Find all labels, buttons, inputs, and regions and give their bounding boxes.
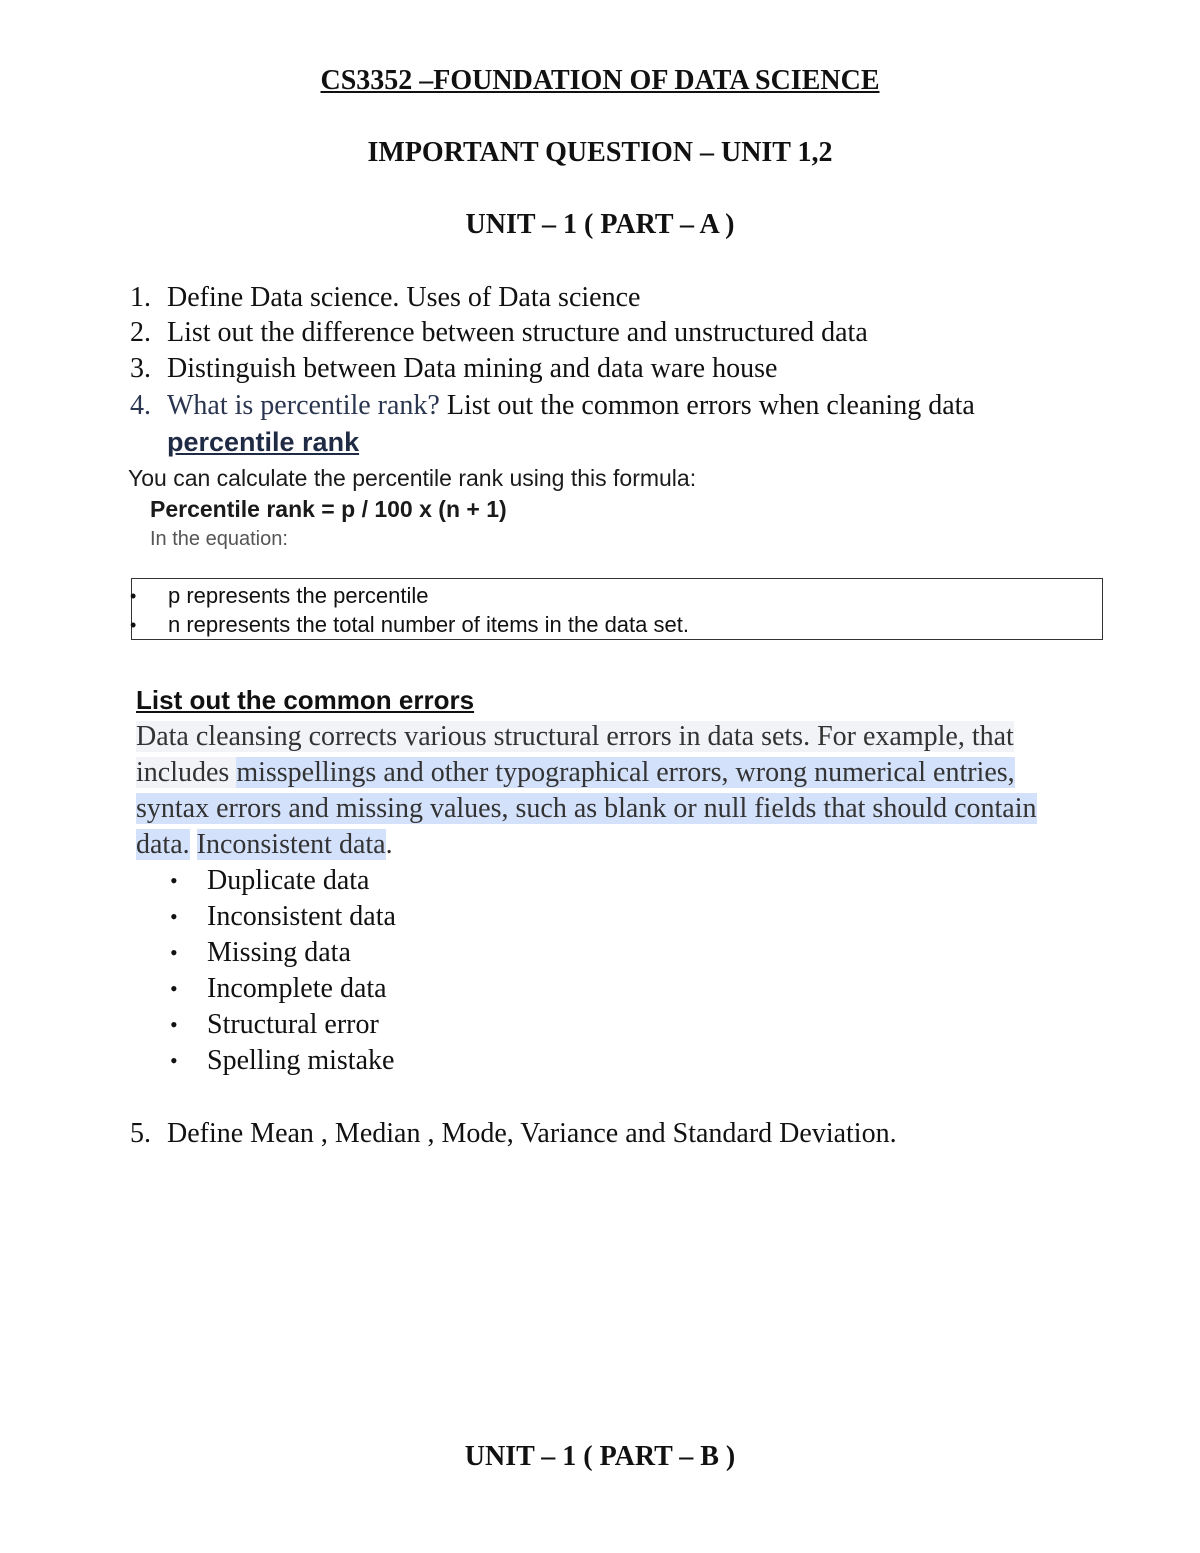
question-text-part-a: What is percentile rank?	[167, 390, 447, 421]
question-5	[130, 1117, 897, 1151]
bullet-icon: •	[130, 615, 137, 635]
bullet-icon: •	[170, 868, 178, 893]
question-number: 1.	[130, 282, 151, 313]
bullet-icon: •	[170, 976, 178, 1001]
list-item-text: Spelling mistake	[207, 1045, 395, 1076]
paragraph-text: Data cleansing corrects various structural errors in data sets. For example, that includes	[136, 721, 1014, 788]
question-text-part-b: List out the common errors when cleaning data	[446, 390, 975, 421]
list-item-text: Missing data	[207, 937, 351, 968]
question-2	[130, 316, 868, 350]
percentile-formula: Percentile rank = p / 100 x (n + 1)	[150, 496, 507, 522]
list-item-text: Duplicate data	[207, 865, 370, 896]
common-errors-heading: List out the common errors	[136, 685, 475, 715]
bullet-icon: •	[170, 940, 178, 965]
definition-text: n represents the total number of items in the data set.	[168, 612, 689, 637]
formula-intro: You can calculate the percentile rank using this formula:	[128, 465, 697, 491]
bullet-icon: •	[130, 586, 137, 606]
paragraph-space	[190, 829, 197, 860]
question-4	[130, 389, 975, 423]
document-subtitle: IMPORTANT QUESTION – UNIT 1,2	[367, 137, 833, 168]
bullet-icon: •	[170, 1048, 178, 1073]
question-text: Distinguish between Data mining and data ware house	[167, 353, 778, 384]
data-cleansing-paragraph[interactable]	[136, 719, 1086, 863]
question-text: Define Data science. Uses of Data science	[167, 282, 641, 313]
question-number: 2.	[130, 317, 151, 348]
bullet-icon: •	[170, 1012, 178, 1037]
paragraph-period: .	[385, 829, 393, 860]
list-item-text: Inconsistent data	[207, 901, 396, 932]
question-number: 3.	[130, 353, 151, 384]
list-item-text: Structural error	[207, 1009, 379, 1040]
question-text: Define Mean , Median , Mode, Variance and Standard Deviation.	[167, 1118, 897, 1149]
bullet-icon: •	[170, 904, 178, 929]
list-item-text: Incomplete data	[207, 973, 387, 1004]
question-1	[130, 281, 640, 315]
definition-text: p represents the percentile	[168, 583, 429, 608]
equation-label: In the equation:	[150, 528, 288, 550]
question-number: 4.	[130, 390, 151, 421]
document-title: CS3352 –FOUNDATION OF DATA SCIENCE	[320, 65, 880, 96]
question-3	[130, 352, 777, 386]
section-heading-part-a: UNIT – 1 ( PART – A )	[465, 209, 735, 240]
question-number: 5.	[130, 1118, 151, 1149]
section-heading-part-b: UNIT – 1 ( PART – B )	[464, 1441, 736, 1472]
selected-text[interactable]: Inconsistent data	[196, 829, 386, 860]
selected-text[interactable]: misspellings and other typographical errors, wrong numerical entries, syntax errors and missing values, such as blank or null fields that should contain data.	[136, 757, 1037, 860]
definition-box	[131, 578, 1103, 640]
question-text: List out the difference between structure and unstructured data	[167, 317, 868, 348]
percentile-rank-heading: percentile rank	[167, 427, 360, 457]
